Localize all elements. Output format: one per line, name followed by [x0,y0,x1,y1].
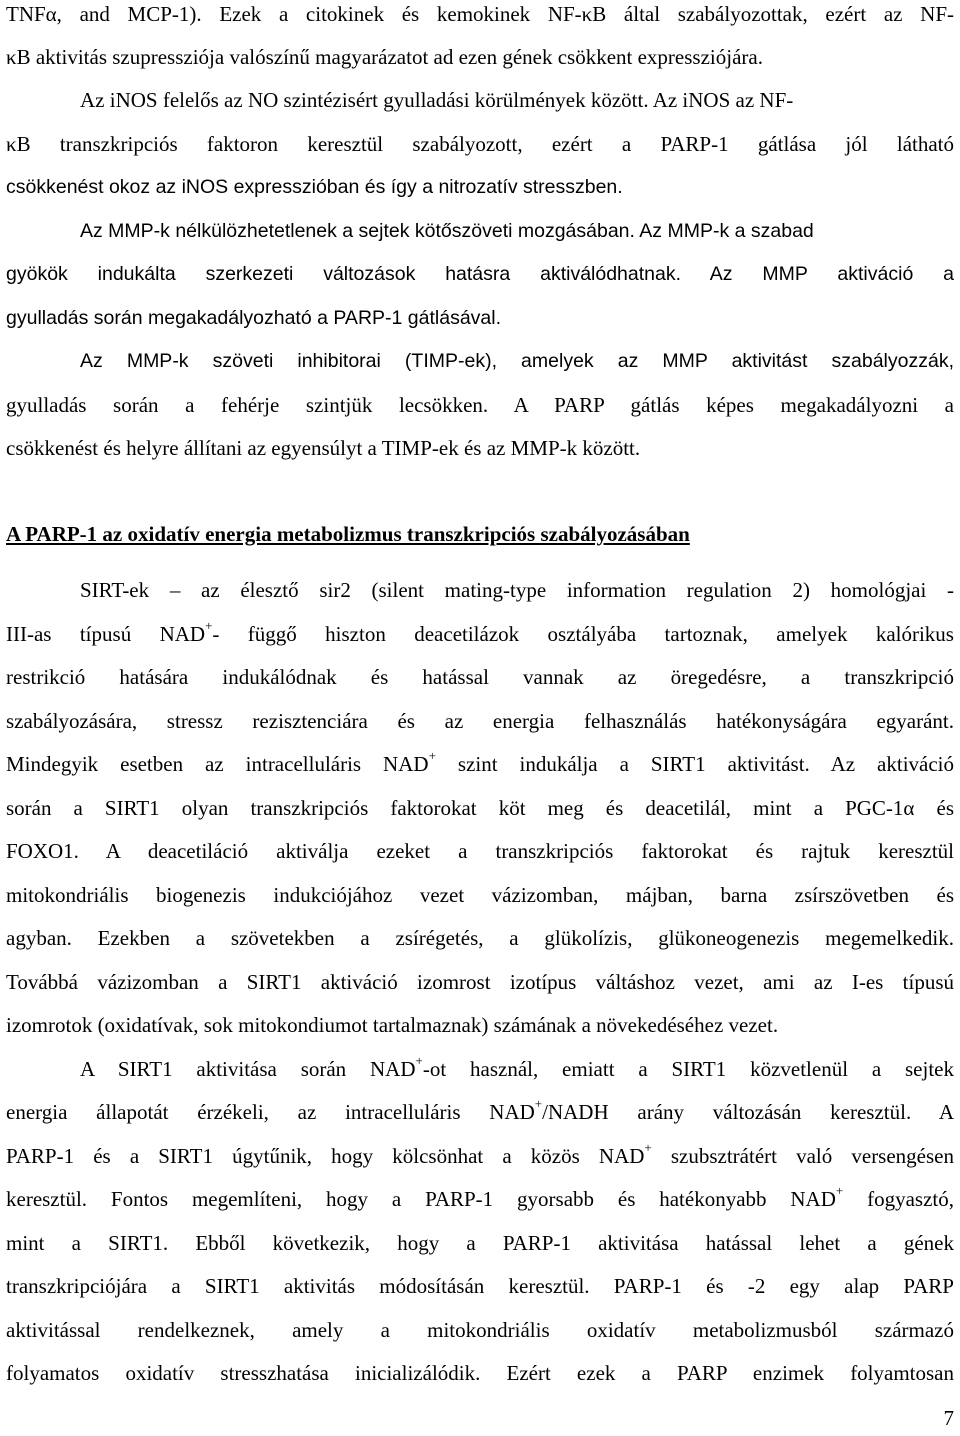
superscript-plus: + [415,1053,423,1068]
page-number: 7 [943,1406,954,1430]
text-line: csökkenést és helyre állítani az egyensúlyt a TIMP-ek és az MMP-k között. [6,436,641,460]
text-line: III-as típusú NAD+- függő hiszton deacetilázok osztályába tartoznak, amelyek kalórikus [6,618,954,646]
text-line: Az MMP-k nélkülözhetetlenek a sejtek kötőszöveti mozgásában. Az MMP-k a szabad [80,220,814,242]
text-line: gyulladás során megakadályozható a PARP-1 gátlásával. [6,307,502,329]
text-line: szabályozására, stressz rezisztenciára és az energia felhasználás hatékonyságára egyaránt. [6,709,954,733]
text-line: PARP-1 és a SIRT1 úgytűnik, hogy kölcsönhat a közös NAD+ szubsztrátért való versengésen [6,1140,954,1168]
superscript-plus: + [205,618,213,633]
text-line: restrikció hatására indukálódnak és hatással vannak az öregedésre, a transzkripció [6,665,954,689]
superscript-plus: + [835,1183,844,1198]
text-line: SIRT-ek – az élesztő sir2 (silent mating-type information regulation 2) homológjai - [80,578,954,602]
text-line: mint a SIRT1. Ebből következik, hogy a PARP-1 aktivitása hatással lehet a gének [6,1231,954,1255]
superscript-plus: + [428,748,436,763]
section-heading [6,522,954,546]
section-heading-text: A PARP-1 az oxidatív energia metabolizmus transzkripciós szabályozásában [6,522,690,546]
text-line: energia állapotát érzékeli, az intracelluláris NAD+/NADH arány változásán keresztül. A [6,1096,954,1124]
text-line: Mindegyik esetben az intracelluláris NAD+ szint indukálja a SIRT1 aktivitást. Az aktiváció [6,748,955,776]
text-line: mitokondriális biogenezis indukciójához vezet vázizomban, májban, barna zsírszövetben és [6,883,954,907]
text-line: gyulladás során a fehérje szintjük lecsökken. A PARP gátlás képes megakadályozni a [6,393,954,417]
text-line: TNFα, and MCP-1). Ezek a citokinek és kemokinek NF-κB által szabályozottak, ezért az NF- [6,2,954,26]
text-line: Az MMP-k szöveti inhibitorai (TIMP-ek), amelyek az MMP aktivitást szabályozzák, [80,350,954,372]
text-line: folyamatos oxidatív stresszhatása inicializálódik. Ezért ezek a PARP enzimek folyamtosan [6,1361,954,1385]
text-line: során a SIRT1 olyan transzkripciós faktorokat köt meg és deacetilál, mint a PGC-1α és [6,796,954,820]
text-line: izomrotok (oxidatívak, sok mitokondiumot tartalmaznak) számának a növekedéséhez vezet. [6,1013,779,1037]
text-line: agyban. Ezekben a szövetekben a zsírégetés, a glükolízis, glükoneogenezis megemelkedik. [6,926,954,950]
text-line: gyökök indukálta szerkezeti változások hatásra aktiválódhatnak. Az MMP aktiváció a [6,263,954,285]
superscript-plus: + [644,1140,652,1155]
text-line: κB transzkripciós faktoron keresztül szabályozott, ezért a PARP-1 gátlása jól látható [6,132,954,156]
text-line: Továbbá vázizomban a SIRT1 aktiváció izomrost izotípus váltáshoz vezet, ami az I-es típusú [6,970,954,994]
text-line: transzkripciójára a SIRT1 aktivitás módosításán keresztül. PARP-1 és -2 egy alap PARP [6,1274,954,1298]
text-line: keresztül. Fontos megemlíteni, hogy a PARP-1 gyorsabb és hatékonyabb NAD+ fogyasztó, [6,1183,954,1211]
text-line: aktivitással rendelkeznek, amely a mitokondriális oxidatív metabolizmusból származó [6,1318,954,1342]
text-line: csökkenést okoz az iNOS expresszióban és így a nitrozatív stresszben. [6,176,623,198]
superscript-plus: + [534,1096,543,1111]
text-line: Az iNOS felelős az NO szintézisért gyulladási körülmények között. Az iNOS az NF- [80,88,794,112]
text-line: FOXO1. A deacetiláció aktiválja ezeket a transzkripciós faktorokat és rajtuk keresztül [6,839,954,863]
text-line: κB aktivitás szupressziója valószínű magyarázatot ad ezen gének csökkent expressziójára. [6,45,763,69]
text-line: A SIRT1 aktivitása során NAD+-ot használ, emiatt a SIRT1 közvetlenül a sejtek [80,1053,954,1081]
